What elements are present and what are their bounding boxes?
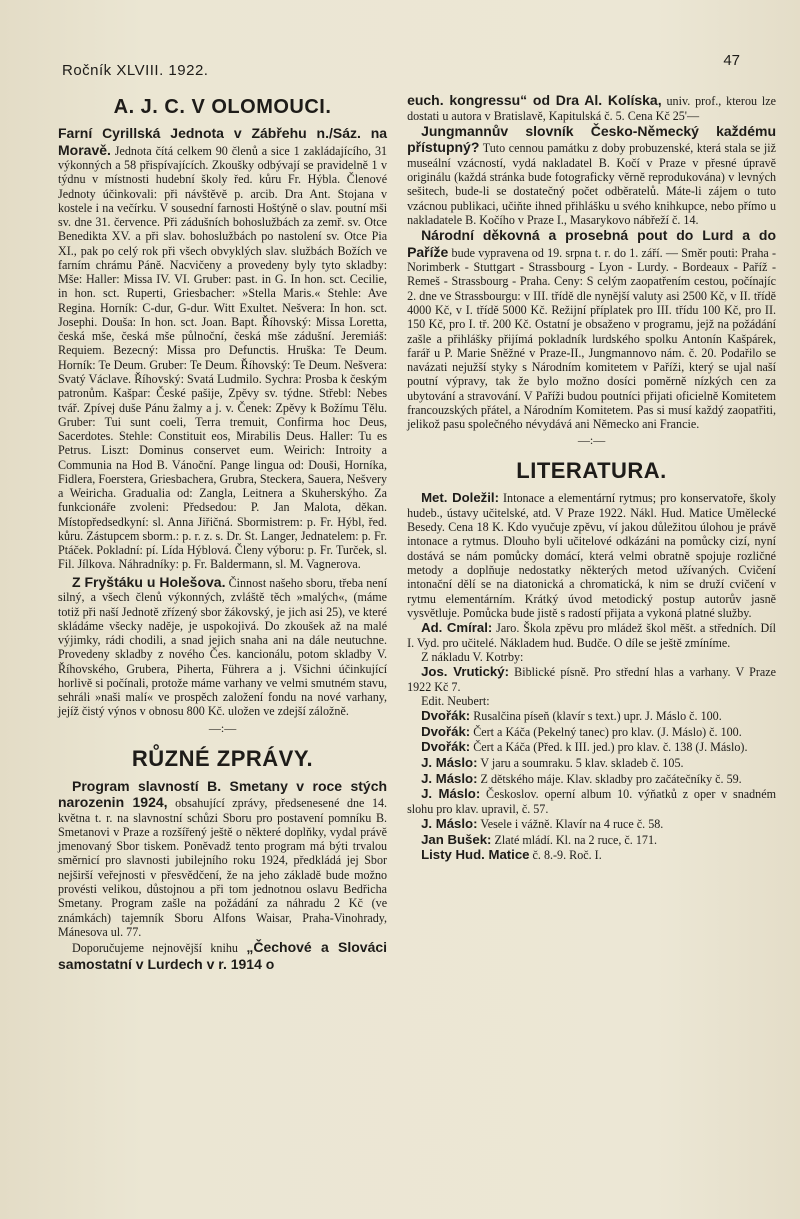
lit-author: Dvořák:: [421, 708, 471, 724]
lit-entry: [407, 664, 776, 694]
lit-body: Čert a Káča (Před. k III. jed.) pro klav. č. 138 (J. Máslo).: [473, 740, 748, 755]
article-kongress-body: univ. prof., kterou lze dostati u autora v Bratislavě, Kapitulská č. 5. Cena Kč 25'—: [407, 94, 777, 123]
lit-author: J. Máslo:: [421, 786, 481, 802]
lit-body: Biblické písně. Pro střední hlas a varhany. V Praze 1922 Kč 7.: [407, 665, 777, 694]
lit-entry: [407, 755, 776, 771]
article-lurdy-book-body: Doporučujeme nejnovější knihu: [72, 941, 238, 956]
lit-body: Českoslov. operní album 10. výňatků z oper v snadném slohu pro klav. upravil, č. 57.: [407, 787, 776, 816]
lit-publisher-note: Z nákladu V. Kotrby:: [421, 649, 524, 664]
lit-author: Met. Doležil:: [421, 490, 499, 506]
section-title-zpravy: RŮZNÉ ZPRÁVY.: [131, 745, 314, 771]
separator: —:—: [208, 720, 237, 735]
lit-entry: [407, 832, 776, 848]
left-column: [58, 92, 387, 972]
lit-body: Čert a Káča (Pekelný tanec) pro klav. (J. Máslo) č. 100.: [473, 724, 742, 739]
article-smetana-heading: Program slavností B. Smetany v roce stých narozenin 1924,: [58, 777, 388, 811]
lit-entry: [407, 724, 776, 740]
lit-author: Jan Bušek:: [421, 831, 492, 847]
lit-entry: [407, 847, 776, 863]
lit-author: Dvořák:: [421, 723, 471, 739]
lit-entry: [407, 620, 776, 650]
columns: [58, 92, 776, 972]
lit-body: Z dětského máje. Klav. skladby pro začátečníky č. 59.: [480, 771, 742, 786]
lit-author: Dvořák:: [421, 739, 471, 755]
running-head: Ročník XLVIII. 1922.: [62, 62, 209, 79]
article-smetana: [58, 778, 387, 939]
article-pout-body: bude vypravena od 19. srpna t. r. do 1. září. — Směr pouti: Praha - Norimberk - Stuttgart - Strassbourg - Lyon - Lurdy. - Bordeaux - Paříž - Remeš - Strassbourg - Praha. Ceny: S celým zaopatřením cestou, počínajíc 2. dne ve Strassbourgu: v III. třídě dle nynější valuty asi 2500 Kč, v II. třídě 4000 Kč, v I. třídě 5000 Kč. Režijní příplatek pro III. třídu 100 Kč, pro II. 150 Kč, pro I. tř. 200 Kč. Ostatní je obsaženo v programu, jejž na požádání zašle a přihlášky přijímá pokladník lurdského spolku Antonín Kašpárek, farář u P. Marie Sněžné v Praze-II., Jungmannovo nám. č. 20. Podařilo se navázati nejužší styky s Národním komitetem v Paříži, který se ujal naší poutní výpravy, tak že bylo možno dosíci poměrně nízkých cen za ubytování a stravování. V Paříži budou poutníci přijati oficielně Komitetem francouzských přátel, a Národním Komitetem. Pas si musí každý zaopatřiti, jelikož pasu společného névydává ani Německo ani Francie.: [407, 245, 776, 432]
lit-body: Rusalčina píseň (klavír s text.) upr. J. Máslo č. 100.: [473, 709, 722, 724]
article-frystak-body: Činnost našeho sboru, třeba není silný, a všech členů výkonných, zvláště těch »malých«, (máme totiž při naší Jednotě zřízený sbor žákovský, je jich asi 25), ve které skládáme všecky naděje, je uspokojivá. Do zkoušek až na malé výjimky, rádi chodili, a snad jejich snaha ani na dále neutuchne. Provedeny skladby z nového Čes. kancionálu, potom skladby V. Říhovského, Grubera, Piherta, Führera a j. Všichni účinkující horlivě si počínali, protože máme varhany ve velmi smutném stavu, sehráli »naši malí« ve prospěch založení fondu na nové varhany, jejíž čistý výnos v obnosu 800 Kč. uložen ve zdejší záložně.: [58, 575, 388, 719]
article-jungmann: [407, 123, 776, 227]
lit-author: Ad. Cmíral:: [421, 620, 493, 636]
lit-body: Zlaté mládí. Kl. na 2 ruce, č. 171.: [494, 832, 658, 847]
article-zabreh-body: Jednota čítá celkem 90 členů a sice 1 zakládajícího, 31 výkonných a 58 přispívajících. Zkoušky odbývají se pravidelně 1 v týdnu v místnosti hudební školy řed. kůru Fr. Hýbla. Členové Jednoty účinkovali: při návštěvě p. arcib. Dra Ant. Stojana v kostele i na večírku. V sousední farnosti Hoštýně o slav. poutní mši sv. dne 31. července. Při zádušních bohoslužbách za zemř. sv. Otce Benedikta XV. a při slav. bohoslužbách po nastolení sv. Otce Pia XI., pak po celý rok při všech obvyklých slav. službách Božích ve farním chrámu Páně. Nacvičeny a provedeny byly tyto skladby: Mše: Haller: Missa IV. VI. Gruber: past. in G. In hon. sct. Cecilie, in hon. sct. Ruperti, Griesbacher: »Stella Maris.« Stehle: Ave Regina. Horník: C-dur, G-dur. Witt Exultet. Nešvera: In hon. sct. Josephi. Douša: In hon. sct. Joan. Bapt. Říhovský: Missa Loretta, česká mše, česká mše půlnoční, česká mše zádušní. Jeremiáš: Requiem. Bezecný: Missa pro Defunctis. Hruška: Te Deum. Horník: Te Deum. Gruber: Te Deum. Říhovský: Te Deum. Nešvera: Svatý Václave. Říhovský: Svatá Ludmilo. Sychra: Prosba k českým patronům. Kašpar: České pašije, Zpěvy sv. týdne. Střebl: Nebes tvář. Zpívej duše Pánu žalmy a j. v. Čenek: Zpěvy k Božímu Tělu. Gruber: Tui sunt coeli, Terra tremuit, Confirma hoc Deus, Sacerdotes. Stehle: Constituit eos, Mirabilis Deus. Haller: Tu es Petrus. Liszt: Dominus conservet eum. Weirich: Introity a Communia na Hod B. Vánoční. Pange lingua od: Douši, Horníka, Fidlera, Foerstera, Griesbachera, Grubra, Steckera, Sauera, Nešvery a Weiricha. Gradualia od: Zangla, Leitnera a Skuherskýho. Za funkcionáře zvoleni: Předsedou: P. Jan Malota, děkan. Místopředsedkyní: sl. Anna Jiřičná. Sbormistrem: p. Fr. Hýbl, řed. kůru. Zástupcem sborm.: p. r. z. s. Dr. St. Langer, Jednatelem: p. Fr. Ptáček. Pokladní: pí. Lída Hýblová. Členy výboru: p. Fr. Turček, sl. Fil. Jílkova. Náhradníky: p. Fr. Baldermann, sl. M. Vagnerova.: [58, 143, 388, 572]
separator-right: —:—: [577, 433, 606, 448]
article-kongress: [407, 92, 776, 123]
article-lurdy-book-heading: „Čechové a Slováci samostatní v Lurdech v r. 1914 o: [58, 939, 388, 972]
lit-author: Jos. Vrutický:: [421, 664, 509, 680]
lit-author: J. Máslo:: [421, 770, 478, 786]
lit-author: J. Máslo:: [421, 755, 478, 771]
article-frystak-heading: Z Fryštáku u Holešova.: [72, 573, 226, 590]
section-title-literatura: LITERATURA.: [516, 458, 667, 484]
article-lurdy-book: [58, 939, 387, 972]
lit-body: č. 8.-9. Roč. I.: [532, 848, 602, 863]
lit-body: V jaru a soumraku. 5 klav. skladeb č. 105.: [480, 756, 684, 771]
lit-entry: [407, 490, 776, 620]
lit-author: Listy Hud. Matice: [421, 847, 530, 863]
page-number: 47: [723, 52, 740, 69]
lit-entry: [407, 786, 776, 816]
article-smetana-body: obsahující zprávy, předsenesené dne 14. května t. r. na slavnostní schůzi Sboru pro postavení pomníku B. Smetanovi v Praze a rozšířený ještě o některé doplňky, vydal právě jmenovaný Sbor tiskem. Poněvadž tento program má býti trvalou směrnicí pro slavnosti jubilejního roku 1924, předkládá jej Sbor nejširší veřejnosti v přesvědčení, že na jeho základě bude možno provésti velikou, důstojnou a při tom jednotnou oslavu Bedřicha Smetany. Program zašle na požádání za náhradu 2 Kč (ve známkách) tajemník Sboru Alfons Waisar, Praha-Vinohrady, Mánesova ul. 77.: [58, 796, 388, 939]
article-jungmann-heading: Jungmannův slovník Česko-Německý každému přístupný?: [407, 122, 776, 156]
lit-publisher-note: Edit. Neubert:: [421, 694, 490, 709]
lit-entry: [407, 708, 776, 724]
article-jungmann-body: Tuto cennou památku z doby probuzenské, která stala se již museální vzácností, vydá nakladatel B. Kočí v Praze v přesné úpravě originálu (každá stránka bude fotograficky věrně reprodukována) v levných sešitech, bude-li se dostatečný počet odběratelů. Máte-li zájem o tuto vzácnou publikaci, učiňte ihned přihlášku u svého knihkupce, nebo přímo u nakladatele B. Kočího v Praze I., Masarykovo nábřeží č. 14.: [407, 141, 777, 227]
lit-entry: [407, 771, 776, 787]
article-zabreh-heading: Farní Cyrillská Jednota v Zábřehu n./Sáz. na Moravě.: [58, 125, 388, 158]
article-frystak: [58, 574, 387, 719]
article-kongress-heading: euch. kongressu“ od Dra Al. Kolíska,: [407, 92, 662, 108]
lit-entry: [407, 816, 776, 832]
lit-body: Jaro. Škola zpěvu pro mládež škol měšt. a středních. Díl I. Vyd. pro učitelé. Nákladem hud. Budče. O díle se ještě zmíníme.: [407, 621, 777, 650]
lit-body: Intonace a elementární rytmus; pro konservatoře, školy hudeb., ústavy učitelské, atd. V Praze 1922. Nákl. Hud. Matice Umělecké Besedy. Cena 18 K. Kdo vyučuje zpěvu, ví jakou důležitou úlohou je právě intonace a rytmus. Dlouho byli učitelové odkázáni na pomůcky cizí, nyní dostává se nám pomůcky domácí, která velmi obratně spojuje rozličné metody a doplňuje nedostatky některých metod užívaných. Cvičení intonační dělí se na diatonická a chromatická, k nim se druží cvičení v rytmu elementárním. Krátký úvod metodický postup autorův jasně vysvětluje. Pomůcka bude jistě s radostí přijata a vykoná platné služby.: [407, 491, 777, 620]
article-zabreh: [58, 125, 387, 572]
article-pout-heading: Národní děkovná a prosebná pout do Lurd a do Paříže: [407, 227, 776, 260]
lit-entry: [407, 739, 776, 755]
right-column: [407, 92, 776, 972]
article-pout: [407, 227, 776, 431]
lit-body: Vesele i vážně. Klavír na 4 ruce č. 58.: [480, 817, 664, 832]
lit-author: J. Máslo:: [421, 816, 478, 832]
section-title-ajc: A. J. C. V OLOMOUCI.: [113, 96, 332, 118]
